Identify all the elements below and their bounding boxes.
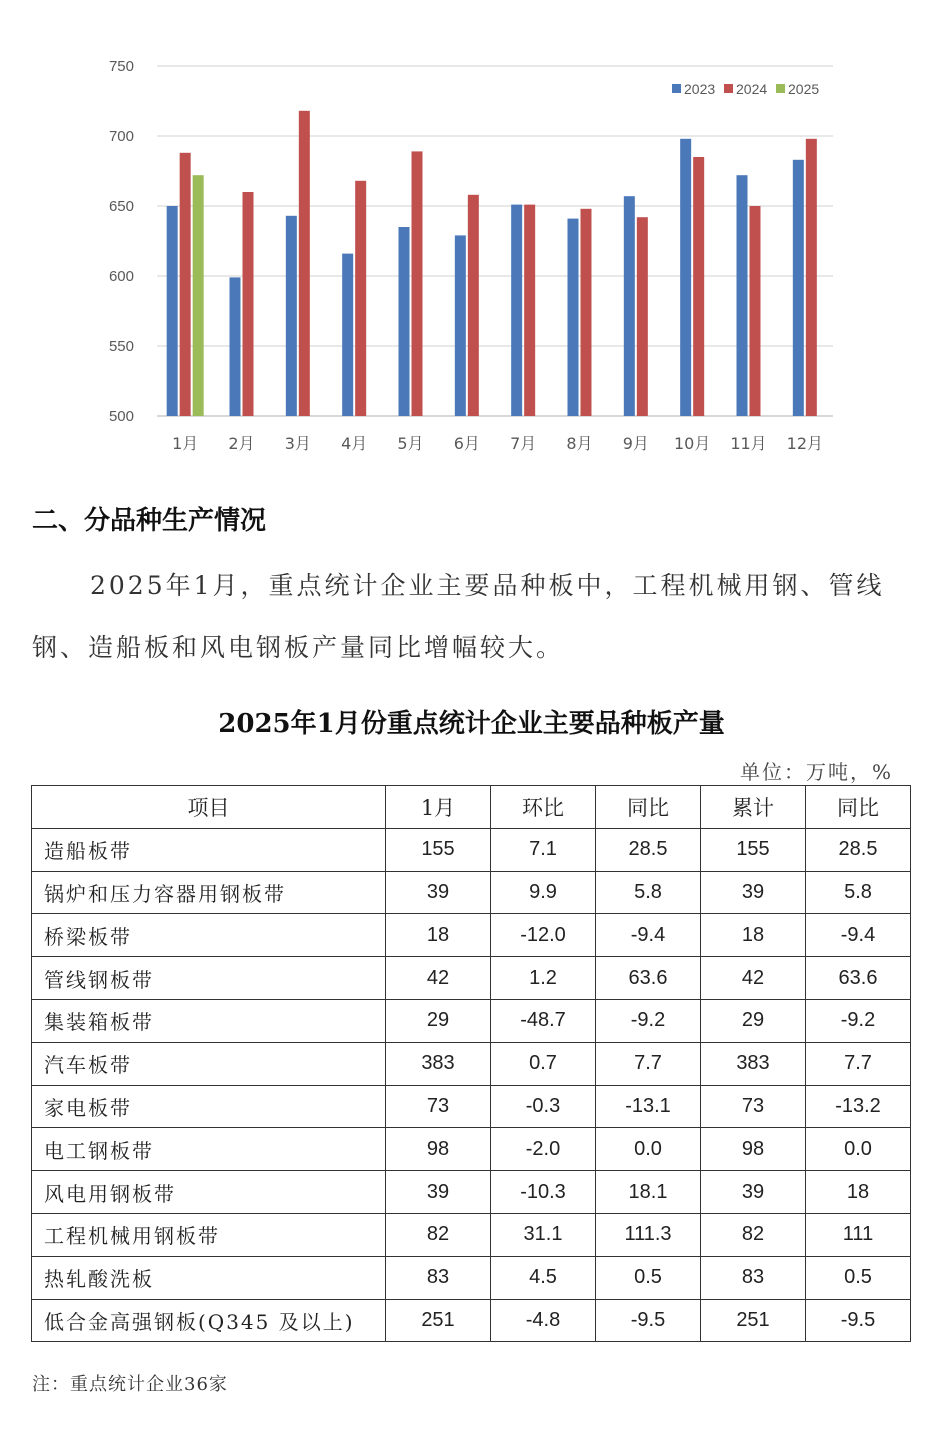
cell-item: 工程机械用钢板带 xyxy=(32,1213,386,1256)
bar-2024-4月 xyxy=(355,181,366,416)
cell-value: 83 xyxy=(701,1256,806,1299)
legend-swatch-2025 xyxy=(776,84,785,93)
product-output-table xyxy=(31,785,911,1342)
bar-2024-1月 xyxy=(180,153,191,416)
monthly-output-bar-chart xyxy=(0,0,943,470)
cell-value: -48.7 xyxy=(491,999,596,1042)
table-row xyxy=(32,1042,911,1085)
cell-value: 73 xyxy=(701,1085,806,1128)
table-row xyxy=(32,1128,911,1171)
x-tick-label: 10月 xyxy=(673,434,711,453)
cell-value: 7.7 xyxy=(806,1042,911,1085)
cell-value: 98 xyxy=(701,1128,806,1171)
x-tick-label: 11月 xyxy=(730,434,767,453)
cell-value: 0.5 xyxy=(806,1256,911,1299)
bar-2024-2月 xyxy=(243,192,254,416)
cell-value: 5.8 xyxy=(806,871,911,914)
x-tick-label: 7月 xyxy=(510,434,537,453)
y-tick-label: 600 xyxy=(108,268,134,285)
cell-value: -0.3 xyxy=(491,1085,596,1128)
cell-value: -9.5 xyxy=(806,1299,911,1342)
cell-value: 82 xyxy=(386,1213,491,1256)
cell-value: 383 xyxy=(701,1042,806,1085)
legend-label-2023: 2023 xyxy=(684,81,716,97)
x-tick-label: 5月 xyxy=(397,434,424,453)
cell-value: -9.2 xyxy=(596,999,701,1042)
cell-value: 29 xyxy=(701,999,806,1042)
bar-2023-12月 xyxy=(793,160,804,416)
y-tick-label: 650 xyxy=(108,198,134,215)
header-mom: 环比 xyxy=(491,786,596,829)
cell-value: 1.2 xyxy=(491,957,596,1000)
table-row xyxy=(32,828,911,871)
cell-item: 风电用钢板带 xyxy=(32,1171,386,1214)
y-tick-label: 750 xyxy=(108,58,134,75)
x-tick-label: 8月 xyxy=(566,434,593,453)
cell-value: 39 xyxy=(701,1171,806,1214)
bar-2023-8月 xyxy=(568,219,579,416)
table-row xyxy=(32,1299,911,1342)
cell-value: -13.2 xyxy=(806,1085,911,1128)
cell-value: 42 xyxy=(386,957,491,1000)
cell-item: 热轧酸洗板 xyxy=(32,1256,386,1299)
bar-2023-4月 xyxy=(342,254,353,416)
bar-2024-3月 xyxy=(299,111,310,416)
cell-value: 251 xyxy=(386,1299,491,1342)
footnote: 注：重点统计企业36家 xyxy=(32,1374,228,1395)
cell-value: -2.0 xyxy=(491,1128,596,1171)
cell-value: 251 xyxy=(701,1299,806,1342)
table-row xyxy=(32,1213,911,1256)
x-tick-label: 1月 xyxy=(172,434,199,453)
cell-value: 28.5 xyxy=(806,828,911,871)
header-cumulative: 累计 xyxy=(701,786,806,829)
cell-value: 4.5 xyxy=(491,1256,596,1299)
cell-value: 18.1 xyxy=(596,1171,701,1214)
cell-item: 低合金高强钢板(Q345 及以上) xyxy=(32,1299,386,1342)
table-row xyxy=(32,914,911,957)
bar-2023-10月 xyxy=(680,139,691,416)
cell-value: 0.0 xyxy=(806,1128,911,1171)
cell-item: 汽车板带 xyxy=(32,1042,386,1085)
cell-value: 63.6 xyxy=(806,957,911,1000)
chart-bars xyxy=(167,111,817,416)
cell-value: 29 xyxy=(386,999,491,1042)
cell-value: -10.3 xyxy=(491,1171,596,1214)
bar-2023-3月 xyxy=(286,216,297,416)
bar-2024-10月 xyxy=(693,157,704,416)
bar-2024-12月 xyxy=(806,139,817,416)
bar-2024-6月 xyxy=(468,195,479,416)
bar-2023-9月 xyxy=(624,196,635,416)
y-axis-tick-labels xyxy=(109,58,134,425)
cell-value: 18 xyxy=(806,1171,911,1214)
cell-value: -9.2 xyxy=(806,999,911,1042)
cell-value: 18 xyxy=(701,914,806,957)
bar-2023-2月 xyxy=(230,277,241,416)
cell-value: 7.1 xyxy=(491,828,596,871)
cell-item: 电工钢板带 xyxy=(32,1128,386,1171)
bar-2024-11月 xyxy=(750,206,761,416)
body-paragraph: 2025年1月，重点统计企业主要品种板中，工程机械用钢、管线钢、造船板和风电钢板产量同比增幅较大。 xyxy=(32,571,885,662)
y-tick-label: 550 xyxy=(108,338,134,355)
table-row xyxy=(32,1256,911,1299)
cell-value: 383 xyxy=(386,1042,491,1085)
x-axis-tick-labels xyxy=(172,434,823,453)
cell-value: 83 xyxy=(386,1256,491,1299)
legend-swatch-2024 xyxy=(724,84,733,93)
cell-value: 73 xyxy=(386,1085,491,1128)
bar-2023-7月 xyxy=(511,205,522,416)
x-tick-label: 6月 xyxy=(453,434,480,453)
cell-value: 28.5 xyxy=(596,828,701,871)
header-month: 1月 xyxy=(386,786,491,829)
cell-item: 造船板带 xyxy=(32,828,386,871)
table-row xyxy=(32,957,911,1000)
header-cumulative-yoy: 同比 xyxy=(806,786,911,829)
bar-2024-7月 xyxy=(524,205,535,416)
x-tick-label: 12月 xyxy=(786,434,824,453)
cell-value: -9.4 xyxy=(806,914,911,957)
bar-2023-11月 xyxy=(737,175,748,416)
cell-item: 集装箱板带 xyxy=(32,999,386,1042)
cell-value: 111 xyxy=(806,1213,911,1256)
bar-2023-6月 xyxy=(455,235,466,416)
chart-legend xyxy=(672,81,819,97)
cell-value: 111.3 xyxy=(596,1213,701,1256)
bar-2025-1月 xyxy=(193,175,204,416)
legend-label-2025: 2025 xyxy=(788,81,820,97)
cell-value: 155 xyxy=(701,828,806,871)
table-row xyxy=(32,1171,911,1214)
cell-value: 39 xyxy=(386,871,491,914)
cell-value: 7.7 xyxy=(596,1042,701,1085)
cell-value: -9.4 xyxy=(596,914,701,957)
x-tick-label: 2月 xyxy=(228,434,255,453)
section-heading: 二、分品种生产情况 xyxy=(32,506,267,536)
bar-2023-5月 xyxy=(399,227,410,416)
cell-value: 0.5 xyxy=(596,1256,701,1299)
cell-value: 0.7 xyxy=(491,1042,596,1085)
cell-value: -13.1 xyxy=(596,1085,701,1128)
cell-item: 管线钢板带 xyxy=(32,957,386,1000)
table-row xyxy=(32,871,911,914)
legend-label-2024: 2024 xyxy=(736,81,768,97)
cell-value: 39 xyxy=(386,1171,491,1214)
table-header-row xyxy=(32,786,911,829)
cell-value: 9.9 xyxy=(491,871,596,914)
cell-item: 锅炉和压力容器用钢板带 xyxy=(32,871,386,914)
bar-2024-9月 xyxy=(637,217,648,416)
cell-value: 155 xyxy=(386,828,491,871)
header-item: 项目 xyxy=(32,786,386,829)
cell-value: -4.8 xyxy=(491,1299,596,1342)
chart-gridlines xyxy=(157,66,833,416)
cell-value: 18 xyxy=(386,914,491,957)
table-row xyxy=(32,999,911,1042)
cell-value: 5.8 xyxy=(596,871,701,914)
x-tick-label: 4月 xyxy=(341,434,368,453)
cell-value: 39 xyxy=(701,871,806,914)
legend-swatch-2023 xyxy=(672,84,681,93)
x-tick-label: 3月 xyxy=(284,434,311,453)
x-tick-label: 9月 xyxy=(622,434,649,453)
bar-2023-1月 xyxy=(167,206,178,416)
bar-2024-5月 xyxy=(412,151,423,416)
y-tick-label: 700 xyxy=(108,128,134,145)
cell-value: -12.0 xyxy=(491,914,596,957)
cell-value: 98 xyxy=(386,1128,491,1171)
cell-value: 31.1 xyxy=(491,1213,596,1256)
table-title: 2025年1月份重点统计企业主要品种板产量 xyxy=(218,709,725,739)
cell-value: 42 xyxy=(701,957,806,1000)
y-tick-label: 500 xyxy=(108,408,134,425)
header-yoy: 同比 xyxy=(596,786,701,829)
cell-value: 82 xyxy=(701,1213,806,1256)
bar-2024-8月 xyxy=(581,209,592,416)
table-unit: 单位：万吨，% xyxy=(739,760,893,784)
cell-value: 0.0 xyxy=(596,1128,701,1171)
table-row xyxy=(32,1085,911,1128)
cell-value: -9.5 xyxy=(596,1299,701,1342)
cell-item: 桥梁板带 xyxy=(32,914,386,957)
cell-item: 家电板带 xyxy=(32,1085,386,1128)
cell-value: 63.6 xyxy=(596,957,701,1000)
